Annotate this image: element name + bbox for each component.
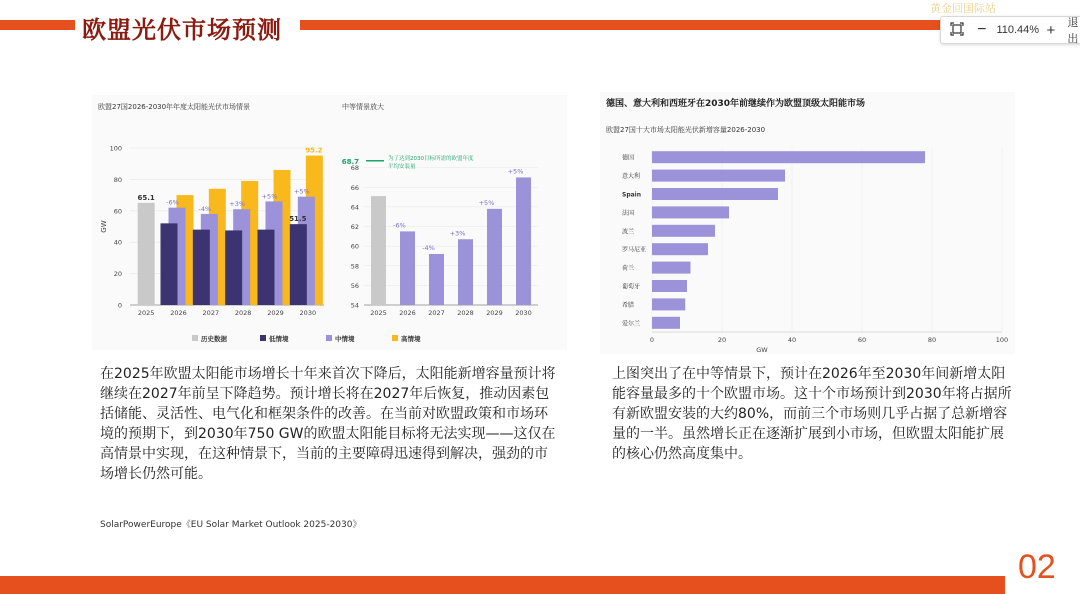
zoom-in-button[interactable]: +: [1046, 21, 1056, 39]
market-label: 葡萄牙: [622, 283, 641, 291]
market-label: 意大利: [622, 173, 641, 181]
zoom-level-value: 110.44%: [996, 24, 1040, 36]
source-note: SolarPowerEurope《EU Solar Market Outlook 2025-2030》: [100, 520, 362, 530]
reference-note-line2: 平均安装量: [388, 163, 416, 170]
top-markets-panel: [600, 92, 1015, 354]
exit-button[interactable]: 退出: [1067, 17, 1079, 45]
y-tick-label: 66: [350, 183, 359, 192]
left-paragraph: 在2025年欧盟太阳能市场增长十年来首次下降后，太阳能新增容量预计将继续在2027年前呈下降趋势。预计增长将在2027年后恢复，推动因素包括储能、灵活性、电气化和框架条件的改善。在当前对欧盟政策和市场环境的预期下，到2030年750 GW的欧盟太阳能目标将无法实现——这仅在高情景中实现，在这种情景下，当前的主要障碍迅速得到解决，强劲的市场增长仍然可能。: [100, 366, 556, 482]
bar-low: [290, 224, 307, 305]
chart-heading: 德国、意大利和西班牙在2030年前继续作为欧盟顶级太阳能市场: [606, 99, 866, 109]
market-bar: [652, 206, 729, 218]
x-tick-label: 20: [717, 336, 727, 344]
market-bar: [652, 188, 778, 200]
market-bar: [652, 243, 708, 255]
y-tick-label: 60: [350, 242, 359, 251]
y-tick-label: 60: [113, 207, 122, 216]
market-bar: [652, 225, 715, 237]
bar-medium-zoom: [516, 177, 531, 305]
x-tick-label: 80: [927, 336, 937, 344]
change-label: -6%: [393, 221, 406, 230]
y-tick-label: 0: [117, 301, 122, 310]
legend-swatch: [326, 335, 332, 341]
x-tick-label: 2029: [267, 309, 284, 317]
market-label: 波兰: [622, 228, 635, 236]
bar-medium-zoom: [400, 231, 415, 305]
legend-swatch: [192, 335, 198, 341]
y-tick-label: 54: [350, 301, 359, 310]
x-tick-label: 2025: [370, 309, 387, 317]
bar-low: [193, 230, 210, 305]
market-bar: [652, 298, 685, 310]
scenario-charts-svg: [92, 95, 567, 350]
x-tick-label: 2027: [202, 309, 220, 317]
footer-accent-bar: [0, 576, 1005, 594]
y-tick-label: 64: [350, 203, 359, 212]
x-tick-label: 2028: [234, 309, 252, 317]
bar-low: [258, 230, 275, 305]
watermark-logo: 黄金回国际站: [930, 2, 996, 15]
x-tick-label: 2025: [137, 309, 155, 317]
x-tick-label: 2027: [428, 309, 445, 317]
x-tick-label: 2030: [515, 309, 532, 317]
legend-label: 高情境: [401, 335, 421, 343]
x-tick-label: 100: [995, 336, 1009, 344]
bar-low: [161, 223, 178, 305]
x-tick-label: 60: [857, 336, 867, 344]
scenario-charts-panel: [92, 95, 567, 350]
change-label: -4%: [198, 204, 212, 213]
market-label: Spain: [622, 191, 641, 199]
x-tick-label: 2028: [457, 309, 474, 317]
x-tick-label: 2026: [170, 309, 187, 317]
market-label: 德国: [622, 154, 635, 162]
right-paragraph: 上图突出了在中等情景下，预计在2026年至2030年间新增太阳能容量最多的十个欧盟市场。这十个市场预计到2030年将占据所有新欧盟安装的大约80%，而前三个市场则几乎占据了总新增容量的一半。虽然增长正在逐渐扩展到小市场，但欧盟太阳能扩展的核心仍然高度集中。: [612, 366, 1012, 462]
top-markets-svg: [600, 92, 1015, 354]
change-label: +5%: [293, 187, 310, 196]
y-tick-label: 80: [113, 175, 122, 184]
y-tick-label: 62: [350, 223, 359, 231]
page-title: 欧盟光伏市场预测: [82, 16, 282, 44]
bar-medium-zoom: [487, 209, 502, 305]
y-tick-label: 100: [109, 144, 122, 153]
bar-medium-zoom: [429, 254, 444, 305]
change-label: +5%: [478, 198, 495, 207]
market-bar: [652, 262, 691, 274]
y-tick-label: 58: [350, 262, 359, 271]
chart-title: 中等情景放大: [342, 103, 384, 111]
market-bar: [652, 151, 925, 163]
legend-label: 低情境: [269, 335, 289, 343]
change-label: +5%: [261, 192, 278, 201]
legend-label: 中情境: [335, 335, 355, 343]
reference-note: 为了达到2030目标所需的欧盟年度: [388, 155, 474, 162]
data-label: 51.5: [289, 215, 307, 224]
data-label: 65.1: [137, 193, 155, 202]
y-tick-label: 20: [113, 270, 122, 279]
fit-screen-icon[interactable]: [949, 22, 965, 39]
page-number: 02: [1018, 548, 1056, 586]
title-accent-bar-right: [300, 20, 950, 30]
y-axis-label: GW: [100, 220, 108, 233]
change-label: -4%: [422, 243, 435, 252]
legend-label: 历史数据: [201, 335, 227, 343]
legend-swatch: [260, 335, 266, 341]
y-tick-label: 68: [350, 164, 359, 173]
x-axis-label: GW: [756, 346, 768, 354]
market-label: 罗马尼亚: [622, 246, 647, 254]
bar-low: [225, 230, 242, 305]
x-tick-label: 2029: [486, 309, 503, 317]
x-tick-label: 2026: [399, 309, 416, 317]
y-tick-label: 40: [113, 238, 122, 247]
chart-title: 欧盟27国2026-2030年年度太阳能光伏市场情景: [98, 103, 251, 111]
market-label: 法国: [622, 209, 635, 217]
bar-history: [138, 203, 155, 305]
market-bar: [652, 170, 785, 182]
market-bar: [652, 317, 680, 329]
change-label: +5%: [507, 167, 524, 176]
title-accent-bar-left: [0, 20, 75, 30]
market-label: 爱尔兰: [622, 320, 641, 328]
change-label: -6%: [166, 198, 179, 207]
change-label: +3%: [229, 200, 246, 209]
data-label: 95.2: [305, 146, 323, 155]
zoom-out-button[interactable]: −: [977, 21, 987, 38]
y-tick-label: 56: [350, 281, 359, 290]
reference-value: 68.7: [341, 157, 359, 166]
change-label: +3%: [449, 229, 466, 238]
bar-medium-zoom: [371, 196, 386, 305]
zoom-toolbar: [940, 16, 1080, 44]
legend-swatch: [392, 335, 398, 341]
market-label: 希腊: [622, 301, 635, 309]
x-tick-label: 2030: [299, 309, 317, 317]
chart-title: 欧盟27国十大市场太阳能光伏新增容量2026-2030: [606, 126, 766, 134]
market-bar: [652, 280, 687, 292]
x-tick-label: 0: [649, 336, 655, 344]
market-label: 荷兰: [622, 265, 635, 273]
x-tick-label: 40: [787, 336, 797, 344]
bar-medium-zoom: [458, 239, 473, 305]
